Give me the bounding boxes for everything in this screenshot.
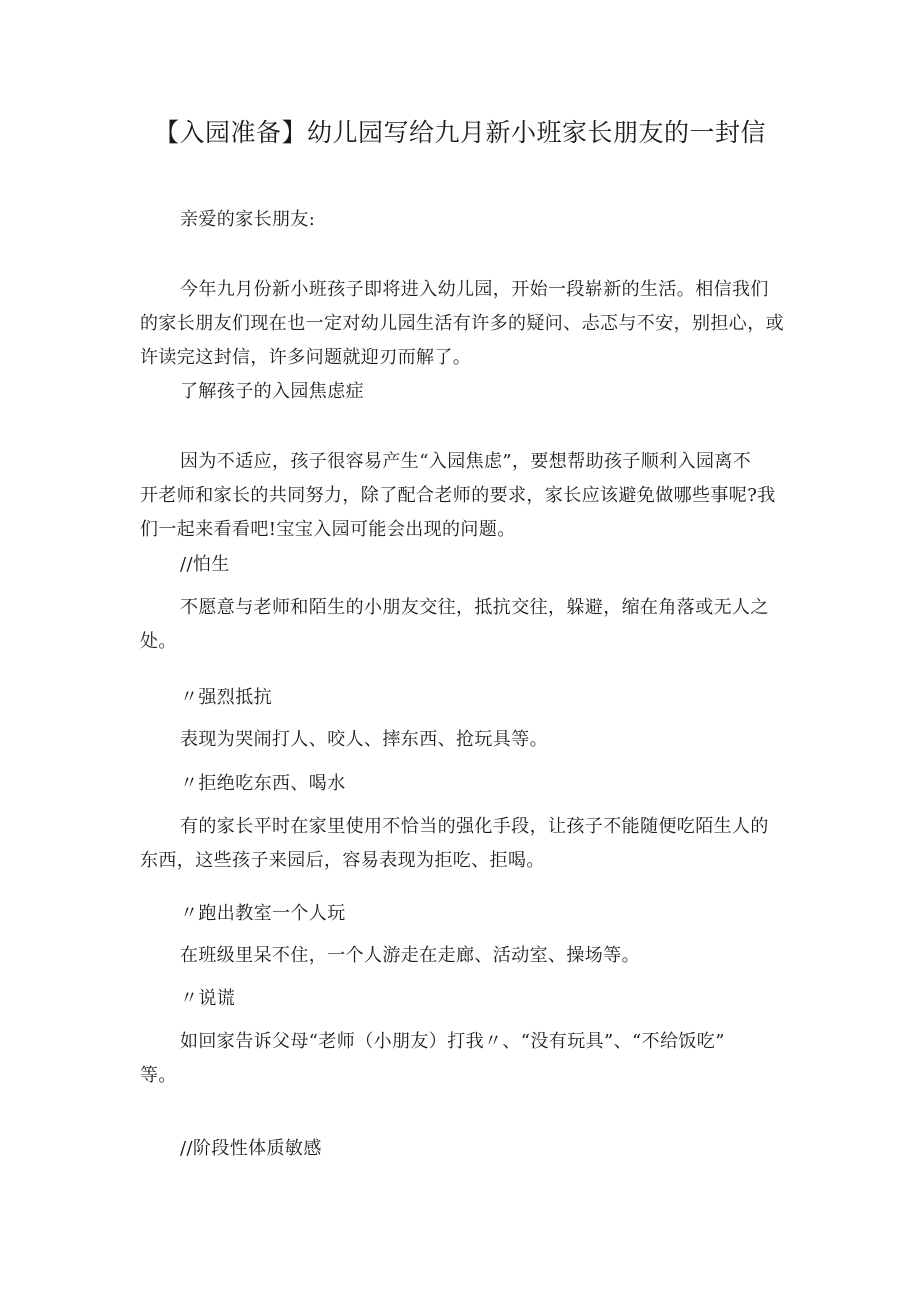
intro-line-1: 今年九月份新小班孩子即将进入幼儿园，开始一段崭新的生活。相信我们	[180, 279, 769, 300]
refuse-food-line-2: 东西，这些孩子来园后，容易表现为拒吃、拒喝。	[140, 850, 545, 871]
refuse-food-line-1: 有的家长平时在家里使用不恰当的强化手段，让孩子不能随便吃陌生人的	[180, 816, 769, 837]
greeting: 亲爱的家长朋友:	[180, 209, 316, 230]
item-heading-lying: 〃说谎	[180, 988, 236, 1009]
anxiety-line-3: 们一起来看看吧!宝宝入园可能会出现的问题。	[140, 519, 516, 540]
lying-line-1: 如回家告诉父母“老师（小朋友）打我〃、“没有玩具”、“不给饭吃”	[180, 1031, 725, 1052]
item-heading-resist: 〃强烈抵抗	[180, 687, 272, 708]
item-heading-run-out: 〃跑出教室一个人玩	[180, 903, 346, 924]
item-heading-refuse-food: 〃拒绝吃东西、喝水	[180, 773, 346, 794]
item-body-refuse-food	[140, 810, 769, 878]
anxiety-paragraph	[140, 445, 776, 547]
intro-paragraph	[140, 273, 784, 375]
intro-line-3: 许读完这封信，许多问题就迎刃而解了。	[140, 347, 472, 368]
item-heading-sensitive: //阶段性体质敏感	[180, 1138, 322, 1159]
anxiety-line-1: 因为不适应，孩子很容易产生“入园焦虑”，要想帮助孩子顺利入园离不	[180, 451, 752, 472]
lying-line-2: 等。	[140, 1065, 177, 1086]
item-body-resist: 表现为哭闹打人、咬人、摔东西、抢玩具等。	[180, 729, 548, 750]
section-heading-anxiety: 了解孩子的入园焦虑症	[180, 381, 364, 402]
document-title: 【入园准备】幼儿园写给九月新小班家长朋友的一封信	[153, 118, 766, 147]
item-body-run-out: 在班级里呆不住，一个人游走在走廊、活动室、操场等。	[180, 945, 640, 966]
anxiety-line-2: 开老师和家长的共同努力，除了配合老师的要求，家长应该避免做哪些事呢?我	[140, 485, 776, 506]
item-body-lying	[140, 1025, 725, 1093]
shy-line-1: 不愿意与老师和陌生的小朋友交往，抵抗交往，躲避，缩在角落或无人之	[180, 597, 769, 618]
shy-line-2: 处。	[140, 631, 177, 652]
item-heading-shy: //怕生	[180, 554, 230, 575]
intro-line-2: 的家长朋友们现在也一定对幼儿园生活有许多的疑问、忐忑与不安，别担心，或	[140, 313, 784, 334]
item-body-shy	[140, 591, 769, 659]
